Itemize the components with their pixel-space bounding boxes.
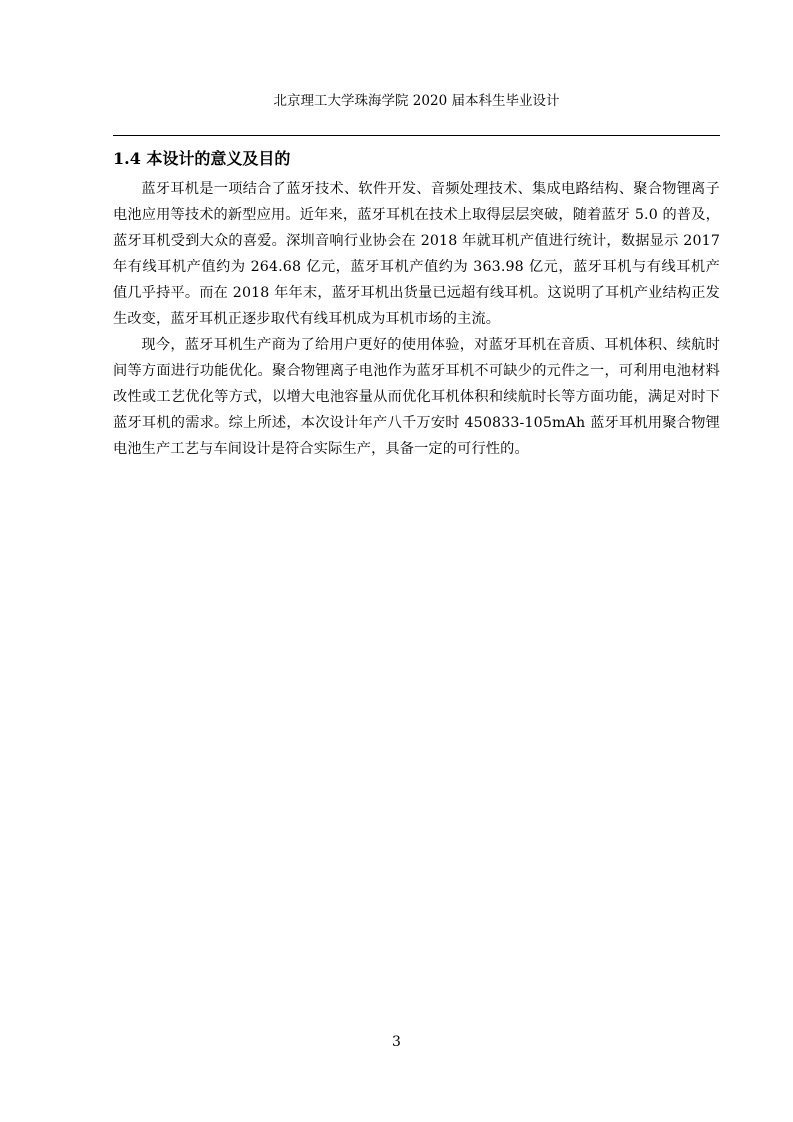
- header-divider: [113, 135, 720, 136]
- section-heading: 1.4 本设计的意义及目的: [113, 149, 291, 168]
- running-header: 北京理工大学珠海学院 2020 届本科生毕业设计: [273, 93, 560, 109]
- paragraph-2: 现今，蓝牙耳机生产商为了给用户更好的使用体验，对蓝牙耳机在音质、耳机体积、续航时间等方面进行功能优化。聚合物锂离子电池作为蓝牙耳机不可缺少的元件之一，可利用电池材料改性或工艺优化等方式，以增大电池容量从而优化耳机体积和续航时长等方面功能，满足对时下蓝牙耳机的需求。综上所述，本次设计年产八千万安时 450833-105mAh 蓝牙耳机用聚合物锂电池生产工艺与车间设计是符合实际生产，具备一定的可行性的。: [113, 337, 720, 457]
- body-text: [113, 176, 720, 462]
- paragraph-1: 蓝牙耳机是一项结合了蓝牙技术、软件开发、音频处理技术、集成电路结构、聚合物锂离子电池应用等技术的新型应用。近年来，蓝牙耳机在技术上取得层层突破，随着蓝牙 5.0 的普及，蓝牙耳机受到大众的喜爱。深圳音响行业协会在 2018 年就耳机产值进行统计，数据显示 2017 年有线耳机产值约为 264.68 亿元，蓝牙耳机产值约为 363.98 亿元，蓝牙耳机与有线耳机产值几乎持平。而在 2018 年年末，蓝牙耳机出货量已远超有线耳机。这说明了耳机产业结构正发生改变，蓝牙耳机正逐步取代有线耳机成为耳机市场的主流。: [113, 181, 720, 327]
- page-number: 3: [392, 1034, 401, 1050]
